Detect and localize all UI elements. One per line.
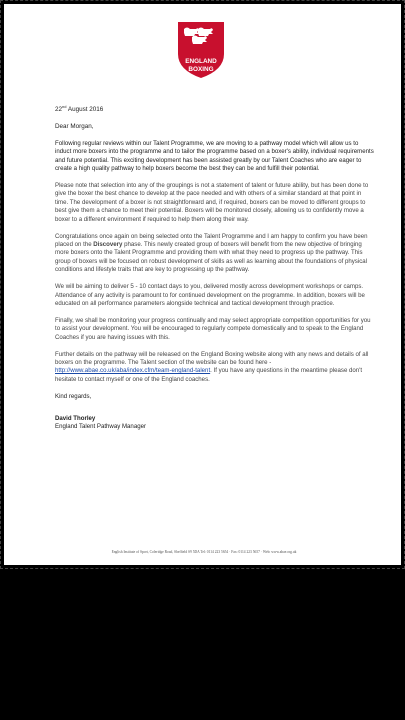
signatory-name: David Thorley	[55, 415, 96, 423]
paragraph-progress: Finally, we shall be monitoring your progress continually and may select appropriate competition opportunities for you to assist your development. You will be encouraged to regularly compete domestically and to speak to the England Coaches if you are having issues with this.	[55, 316, 371, 341]
talent-website-link[interactable]: http://www.abae.co.uk/aba/index.cfm/team-england-talent	[55, 367, 211, 375]
paragraph-discovery-phase: Congratulations once again on being selected onto the Talent Programme and I am happy to confirm you have been placed on the Discovery phase. This newly created group of boxers will benefit from the new objective of bringing more boxers onto the Talent Programme and providing them with what they need to progress up the pathway. This group of boxers will be focused on robust development of skills as well as learning about the foundations of physical conditions and lifestyle traits that are key to progressing up the pathway.	[55, 232, 368, 274]
paragraph-selection-note: Please note that selection into any of the groupings is not a statement of talent or future ability, but has been done to give the boxer the best chance to develop at the pace needed and with others of a similar standard at that point in time. The development of a boxer is not straightforward and, if required, boxers can be moved to different groups to best give them a chance to meet their potential. Boxers will be monitored closely, allowing us to confidently move a boxer to a different environment if required to help them along their way.	[55, 182, 369, 223]
paragraph-contact-days: We will be aiming to deliver 5 - 10 contact days to you, delivered mostly across development workshops or camps. Attendance of any activity is paramount to for continued development on the programme. In addition, boxers will be educated on all performance parameters alongside technical and tactical development through practice.	[55, 283, 365, 307]
logo-text-boxing: BOXING	[188, 66, 214, 73]
england-boxing-logo	[174, 20, 228, 80]
phase-name: Discovery	[93, 240, 123, 248]
letter-page	[4, 4, 401, 565]
black-background	[0, 570, 405, 720]
letter-body	[55, 103, 375, 432]
signatory-title: England Talent Pathway Manager	[55, 423, 147, 431]
closing: Kind regards,	[55, 392, 92, 400]
logo-text-england: ENGLAND	[185, 58, 217, 65]
letter-date: 22nd August 2016	[55, 104, 104, 114]
paragraph-intro: Following regular reviews within our Talent Programme, we are moving to a pathway model which will allow us to induct more boxers into the programme and to tailor the programme based on a boxer's ability, individual requirements and future potential. This exciting development has been assisted greatly by our Talent Coaches who are eager to create a high quality pathway to help boxers become the best they can be and fulfill their potential.	[55, 139, 374, 173]
paragraph-further-details: Further details on the pathway will be released on the England Boxing website along with any news and details of all boxers on the programme. The Talent section of the website can be found here - http://www.abae.co.uk/aba/index.cfm/team-england-talent. If you have any questions in the meantime please don't hesitate to contact myself or one of the England coaches.	[55, 350, 369, 383]
salutation: Dear Morgan,	[55, 122, 94, 130]
letter-footer: English Institute of Sport, Coleridge Road, Sheffield S9 5DA Tel: 0114 223 5654 · Fax: 0114 223 5657 · Web: www.abae.org.uk	[111, 550, 297, 554]
